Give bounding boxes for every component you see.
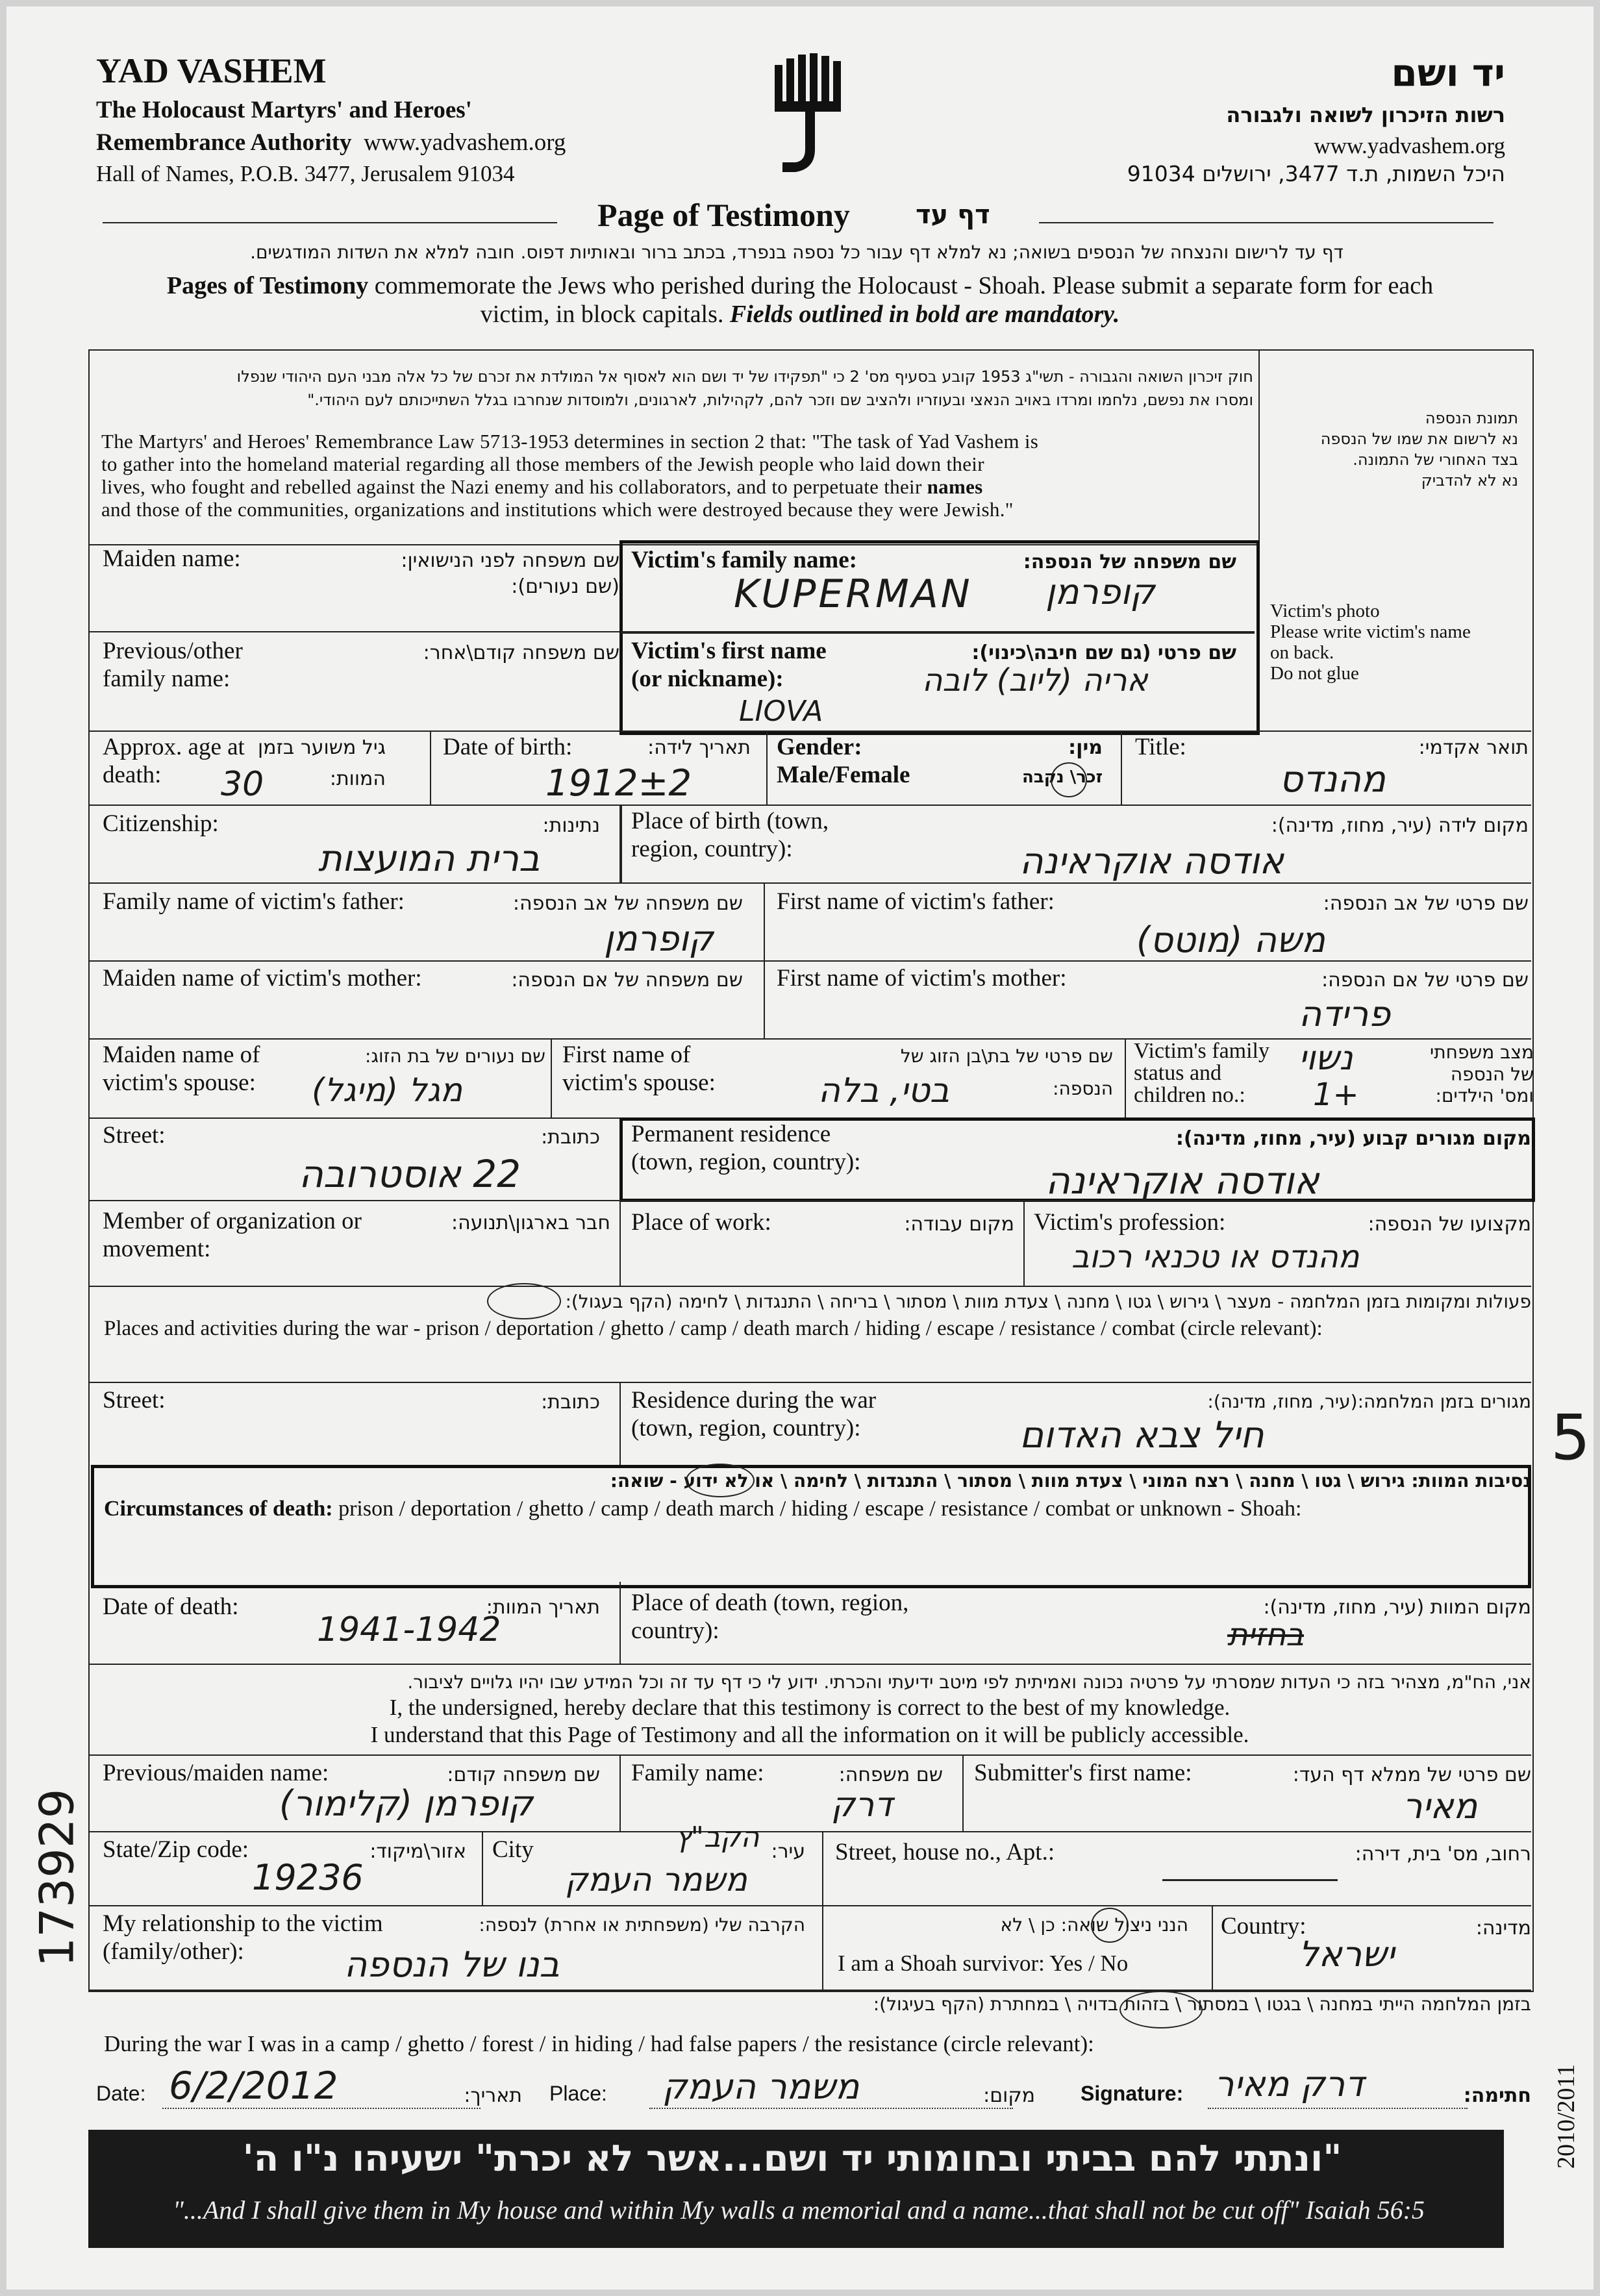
law-en-3: lives, who fought and rebelled against the Nazi enemy and his collaborators, and to perpetuate their names [101, 475, 983, 498]
combat-circle-he[interactable] [487, 1283, 561, 1319]
sub-city-he: עיר: [771, 1840, 805, 1863]
title-rule-right [1039, 222, 1494, 223]
law-photo-divider [1258, 349, 1260, 544]
street-he: כתובת: [541, 1126, 600, 1149]
profession-label: Victim's profession: [1034, 1209, 1226, 1236]
sub-first-value[interactable]: מאיר [1403, 1786, 1478, 1827]
date-label: Date: [96, 2082, 146, 2105]
org-url-en: www.yadvashem.org [364, 129, 566, 156]
spouse-maiden-he: שם נעורים של בת הזוג: [365, 1045, 545, 1067]
spouse-first-he-1: שם פרטי של בת\בן הזוג של [900, 1045, 1113, 1067]
war-street-he: כתובת: [541, 1391, 600, 1414]
declaration-he: אני, הח"מ, מצהיר בזה כי העדות שמסרתי על פרטיה נכונה ואמיתית לפי מיטב ידיעתי והכרתי. ידוע לי כי דף עד זה וכל המידע שבו יהיו גלויים לציבור. [407, 1671, 1531, 1693]
family-name-value-he[interactable]: קופרמן [1045, 571, 1155, 612]
sub-street-dash [1162, 1879, 1338, 1881]
sub-rel-label: My relationship to the victim (family/other): [103, 1910, 383, 1965]
title-value[interactable]: מהנדס [1279, 758, 1386, 801]
children-value[interactable]: 1+ [1313, 1077, 1359, 1113]
place-he: מקום: [983, 2084, 1035, 2107]
during-war-he: בזמן המלחמה הייתי במחנה \ בגטו \ במסתור \ בזהות בדויה \ במחתרת (הקף בעיגול): [873, 1993, 1531, 2015]
gender-label: Gender: Male/Female [777, 734, 910, 788]
sub-prev-value[interactable]: קופרמן (קלימור) [279, 1783, 533, 1824]
photo-he-3: בצד האחורי של התמונה. [1353, 451, 1518, 469]
sub-rel-value[interactable]: בנו של הנספה [344, 1944, 560, 1985]
date-value[interactable]: 6/2/2012 [169, 2064, 338, 2108]
dod-he: תאריך המוות: [486, 1596, 600, 1619]
margin-mark: 5 [1551, 1401, 1591, 1474]
intro-he: דף עד לרישום והנצחה של הנספים בשואה; נא למלא דף עבור כל נספה בנפרד, בכתב ברור ובאותיות דפוס. חובה למלא את השדות המודגשים. [250, 242, 1344, 263]
org-label: Member of organization or movement: [103, 1208, 362, 1262]
law-he-2: ומסרו את נפשם, נלחמו ומרדו באויב הנאצי ובעוזריו ולהציב שם וזכר להם, לקהילות, לארגונים, ולמוסדות שנחרבו בגלל השתייכותם לעם היהודי." [307, 391, 1253, 409]
photo-he-2: נא לרשום את שמו של הנספה [1320, 430, 1518, 448]
hiding-circle[interactable] [1119, 1991, 1203, 2028]
title-rule-left [103, 222, 557, 223]
org-he: חבר בארגון\תנועה: [451, 1212, 610, 1234]
sub-zip-he: אזור\מיקוד: [369, 1840, 466, 1863]
family-name-value[interactable]: KUPERMAN [734, 571, 973, 617]
org-name-en: YAD VASHEM [96, 51, 327, 90]
work-he: מקום עבודה: [904, 1213, 1014, 1236]
family-name-label: Victim's family name: [631, 547, 857, 573]
street-value[interactable]: 22 אוסטרובה [299, 1152, 521, 1196]
sub-country-label: Country: [1221, 1913, 1306, 1940]
dod-value[interactable]: 1941-1942 [317, 1610, 501, 1649]
war-res-he: מגורים בזמן המלחמה:(עיר, מחוז, מדינה): [1207, 1391, 1531, 1412]
maiden-name-he: שם משפחה לפני הנישואין: [401, 549, 619, 572]
perm-res-he: מקום מגורים קבוע (עיר, מחוז, מדינה): [1175, 1127, 1531, 1150]
photo-he-1: תמונת הנספה [1425, 409, 1518, 427]
spouse-first-he-2: הנספה: [1053, 1078, 1113, 1099]
side-number: 173929 [29, 1788, 84, 1967]
mother-first-value[interactable]: פרידה [1299, 993, 1391, 1034]
sub-first-he: שם פרטי של ממלא דף העד: [1292, 1764, 1531, 1786]
first-name-value[interactable]: אריה (ליוב) לובה [922, 662, 1148, 699]
law-he-1: חוק זיכרון השואה והגבורה - תשי"ג 1953 קובע בסעיף מס' 2 כי "תפקידו של יד ושם הוא לאסוף אל המולדת את זכרם של כל אלה מבני העם היהודי שנפלו [236, 368, 1253, 386]
signature-label: Signature: [1081, 2082, 1184, 2105]
war-activities-he: פעולות ומקומות בזמן המלחמה - מעצר \ גירוש \ גטו \ מחנה \ צעדת מוות \ מסתור \ בריחה \ התנגדות \ לחימה (הקף בעגול): [565, 1291, 1531, 1312]
sub-survivor-en: I am a Shoah survivor: Yes / No [838, 1951, 1129, 1976]
profession-he: מקצועו של הנספה: [1368, 1213, 1531, 1236]
banner-he: "ונתתי להם בביתי ובחומותי יד ושם...אשר לא יכרת" ישעיהו נ"ו ה' [242, 2138, 1342, 2180]
sub-street-label: Street, house no., Apt.: [835, 1839, 1055, 1866]
prev-family-he: שם משפחה קודם\אחר: [423, 642, 619, 664]
first-name-label: Victim's first name (or nickname): [631, 638, 827, 692]
sub-family-value[interactable]: דרק [831, 1786, 893, 1825]
law-en-4: and those of the communities, organizations and institutions which were destroyed because they were Jewish." [101, 498, 1014, 521]
form-year: 2010/2011 [1553, 2064, 1580, 2169]
yad-vashem-logo [769, 52, 847, 182]
survivor-yes-circle[interactable] [1091, 1908, 1129, 1943]
street-label: Street: [103, 1122, 166, 1149]
signature-he: חתימה: [1463, 2084, 1531, 2107]
first-name-nick[interactable]: LIOVA [739, 695, 823, 728]
citizenship-value[interactable]: ברית המועצות [318, 838, 540, 880]
circumstances-en: Circumstances of death: prison / deportation / ghetto / camp / death march / hiding / escape / resistance / combat or unknown - Shoah: [104, 1497, 1302, 1521]
org-sub-he: רשות הזיכרון לשואה ולגבורה [1226, 103, 1505, 127]
mother-maiden-he: שם משפחה של אם הנספה: [511, 969, 743, 992]
sub-zip-label: State/Zip code: [103, 1836, 249, 1863]
profession-value[interactable]: מהנדס או טכנאי רכוב [1071, 1239, 1360, 1275]
spouse-first-label: First name of victim's spouse: [562, 1042, 716, 1096]
gender-he-2: זכר\ נקבה [1022, 767, 1103, 787]
sub-prev-he: שם משפחה קודם: [447, 1764, 600, 1786]
prev-family-label: Previous/other family name: [103, 638, 243, 692]
sub-city-value-2[interactable]: הקב"ץ [675, 1821, 760, 1854]
circ-combat-circle[interactable] [686, 1464, 755, 1497]
father-first-label: First name of victim's father: [777, 888, 1055, 915]
law-en-1: The Martyrs' and Heroes' Remembrance Law 5713-1953 determines in section 2 that: "The task of Yad Vashem is [101, 430, 1039, 453]
age-value[interactable]: 30 [221, 765, 264, 804]
banner-en: "...And I shall give them in My house and within My walls a memorial and a name...that shall not be cut off" Isaiah 56:5 [173, 2195, 1425, 2225]
spouse-first-value[interactable]: בטי, בלה [818, 1071, 950, 1110]
war-street-label: Street: [103, 1387, 166, 1414]
work-label: Place of work: [631, 1209, 771, 1236]
sub-rel-he: הקרבה שלי (משפחתית או אחרת) לנספה: [479, 1914, 805, 1936]
war-res-label: Residence during the war (town, region, country): [631, 1387, 877, 1441]
pod-he: מקום המוות (עיר, מחוז, מדינה): [1263, 1596, 1531, 1619]
signature-value[interactable]: דרק מאיר [1214, 2064, 1364, 2104]
spouse-maiden-label: Maiden name of victim's spouse: [103, 1042, 260, 1096]
dob-he: תאריך לידה: [647, 736, 751, 759]
age-he-2: המוות: [329, 767, 386, 790]
gender-he-1: מין: [1068, 736, 1103, 759]
pod-label: Place of death (town, region, country): [631, 1590, 909, 1644]
during-war-en: During the war I was in a camp / ghetto / forest / in hiding / had false papers / the resistance (circle relevant): [104, 2031, 1094, 2056]
intro-en-2: victim, in block capitals. Fields outlined in bold are mandatory. [480, 301, 1120, 328]
photo-he-4: נא לא להדביק [1421, 471, 1518, 490]
sub-first-label: Submitter's first name: [974, 1760, 1192, 1786]
declaration-en-2: I understand that this Page of Testimony and all the information on it will be publicly accessible. [370, 1722, 1249, 1747]
father-family-he: שם משפחה של אב הנספה: [512, 892, 743, 915]
org-sub-en-1: The Holocaust Martyrs' and Heroes' [96, 97, 472, 123]
father-family-value[interactable]: קופרמן [604, 918, 714, 959]
org-name-he: יד ושם [1391, 51, 1505, 95]
law-en-2: to gather into the homeland material regarding all those members of the Jewish people who laid down their [101, 453, 984, 475]
citizenship-he: נתינות: [542, 814, 600, 837]
date-he: תאריך: [464, 2084, 522, 2107]
family-status-he: מצב משפחתי של הנספה ומס' הילדים: [1429, 1042, 1534, 1107]
sub-family-label: Family name: [631, 1760, 764, 1786]
org-sub-en-2: Remembrance Authority www.yadvashem.org [96, 129, 566, 156]
pod-value[interactable]: בחזית [1227, 1617, 1305, 1653]
mother-first-he: שם פרטי של אם הנספה: [1321, 969, 1529, 992]
maiden-name-he-2: (שם נעורים): [511, 575, 619, 598]
org-url-he: www.yadvashem.org [1314, 133, 1505, 158]
pob-he: מקום לידה (עיר, מחוז, מדינה): [1271, 814, 1529, 837]
family-status-label: Victim's family status and children no.: [1134, 1039, 1269, 1107]
title-label: Title: [1135, 734, 1186, 760]
sub-city-value[interactable]: משמר העמק [565, 1861, 747, 1899]
father-family-label: Family name of victim's father: [103, 888, 405, 915]
age-label: Approx. age at death: [103, 734, 245, 788]
father-first-he: שם פרטי של אב הנספה: [1323, 892, 1529, 915]
place-value[interactable]: משמר העמק [662, 2066, 860, 2107]
form-title-en: Page of Testimony [597, 197, 850, 233]
testimony-page [6, 6, 1594, 2290]
sub-prev-label: Previous/maiden name: [103, 1760, 329, 1786]
intro-en-1: Pages of Testimony commemorate the Jews who perished during the Holocaust - Shoah. Please submit a separate form for each [166, 272, 1434, 299]
gender-male-circle[interactable] [1051, 762, 1087, 797]
dob-label: Date of birth: [443, 734, 573, 760]
mother-first-label: First name of victim's mother: [777, 965, 1067, 992]
sub-country-value[interactable]: ישראל [1299, 1934, 1395, 1975]
mother-maiden-label: Maiden name of victim's mother: [103, 965, 422, 992]
spouse-maiden-value[interactable]: מגל (מיגל) [312, 1071, 463, 1109]
war-res-value[interactable]: חיל צבא האדום [1019, 1414, 1264, 1456]
dob-value[interactable]: 1912±2 [545, 762, 692, 805]
dod-label: Date of death: [103, 1593, 239, 1620]
sub-zip-value[interactable]: 19236 [252, 1857, 364, 1898]
citizenship-label: Citizenship: [103, 810, 219, 837]
pob-value[interactable]: אודסה אוקראינה [1019, 840, 1284, 882]
war-activities-en: Places and activities during the war - prison / deportation / ghetto / camp / death march / hiding / escape / resistance / combat (circle relevant): [104, 1317, 1323, 1340]
first-name-he: שם פרטי (גם שם חיבה\כינוי): [971, 642, 1236, 664]
circumstances-he: נסיבות המוות: גירוש \ גטו \ מחנה \ רצח המוני \ צעדת מוות \ מסתור \ התנגדות \ לחימה \ או לא ידוע - שואה: [610, 1470, 1531, 1491]
org-address-en: Hall of Names, P.O.B. 3477, Jerusalem 91034 [96, 161, 515, 186]
family-name-he: שם משפחה של הנספה: [1023, 551, 1236, 573]
place-label: Place: [549, 2082, 607, 2105]
sub-city-label: City [492, 1836, 534, 1863]
sub-street-he: רחוב, מס' בית, דירה: [1355, 1843, 1531, 1866]
perm-res-label: Permanent residence (town, region, country): [631, 1121, 861, 1175]
age-he-1: גיל משוער בזמן [258, 736, 386, 759]
father-first-value[interactable]: משה (מוטס) [1136, 919, 1325, 960]
sub-country-he: מדינה: [1475, 1917, 1531, 1940]
sub-survivor-he: הנני ניצול שואה: כן \ לא [1000, 1914, 1188, 1936]
photo-en: Victim's photo Please write victim's name on back. Do not glue [1270, 601, 1471, 684]
declaration-en-1: I, the undersigned, hereby declare that this testimony is correct to the best of my knowledge. [389, 1695, 1231, 1720]
maiden-name-label: Maiden name: [103, 545, 241, 572]
form-title-he: דף עד [916, 200, 990, 230]
org-address-he: היכל השמות, ת.ד 3477, ירושלים 91034 [1127, 161, 1505, 186]
pob-label: Place of birth (town, region, country): [631, 808, 829, 862]
perm-res-value[interactable]: אודסה אוקראינה [1045, 1158, 1319, 1203]
sub-family-he: שם משפחה: [838, 1764, 943, 1786]
family-status-value[interactable]: נשוי [1299, 1039, 1353, 1078]
title-he: תואר אקדמי: [1418, 736, 1529, 759]
